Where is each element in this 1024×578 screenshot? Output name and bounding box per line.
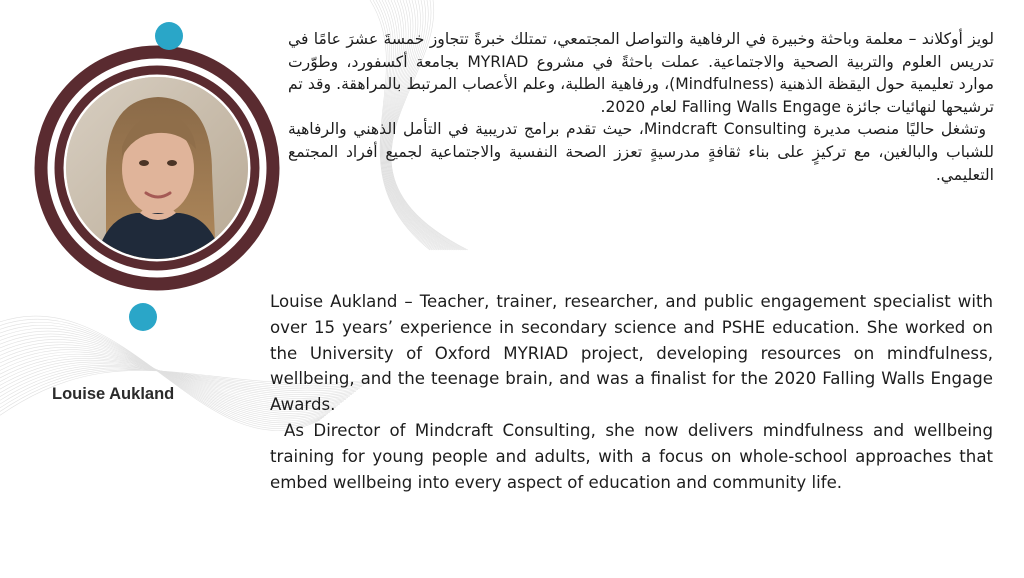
bio-english-paragraph-2: As Director of Mindcraft Consulting, she now delivers mindfulness and wellbeing training for young people and adults, with a focus on whole-school approaches that embed wellbeing into every aspect of education and community life. <box>270 420 993 492</box>
bio-arabic-paragraph-1: لويز أوكلاند – معلمة وباحثة وخبيرة في الرفاهية والتواصل المجتمعي، تمتلك خبرةً تتجاوز خمسةَ عشرَ عامًا في تدريس العلوم والتربية الصحية والاجتماعية. عملت باحثةً في مشروع MYRIAD بجامعة أكسفورد، وطوّرت موارد تعليمية حول اليقظة الذهنية (Mindfulness)، ورفاهية الطلبة، وعلم الأعصاب المرتبط بالمراهقة. وقد تم ترشيحها لنهائيات جائزة Falling Walls Engage لعام 2020. <box>288 30 995 116</box>
portrait-photo <box>66 77 248 259</box>
bio-english-paragraph-1: Louise Aukland – Teacher, trainer, researcher, and public engagement specialist with over 15 years’ experience in secondary science and PSHE education. She worked on the University of Oxford MYRIAD project, developing resources on mindfulness, wellbeing, and the teenage brain, and was a finalist for the 2020 Falling Walls Engage Awards. <box>270 292 993 415</box>
bio-english <box>270 289 993 495</box>
bio-arabic <box>288 28 994 186</box>
accent-dot-top <box>155 22 183 50</box>
profile-name: Louise Aukland <box>52 385 175 403</box>
bio-arabic-paragraph-2: وتشغل حاليًا منصب مديرة Mindcraft Consulting، حيث تقدم برامج تدريبية في التأمل الذهني والرفاهية للشباب والبالغين، مع تركيزٍ على بناء ثقافةٍ مدرسيةٍ تعزز الصحة النفسية والاجتماعية لجميع أفراد المجتمع التعليمي. <box>288 120 994 184</box>
profile-panel <box>0 0 300 578</box>
accent-dot-bottom <box>129 303 157 331</box>
